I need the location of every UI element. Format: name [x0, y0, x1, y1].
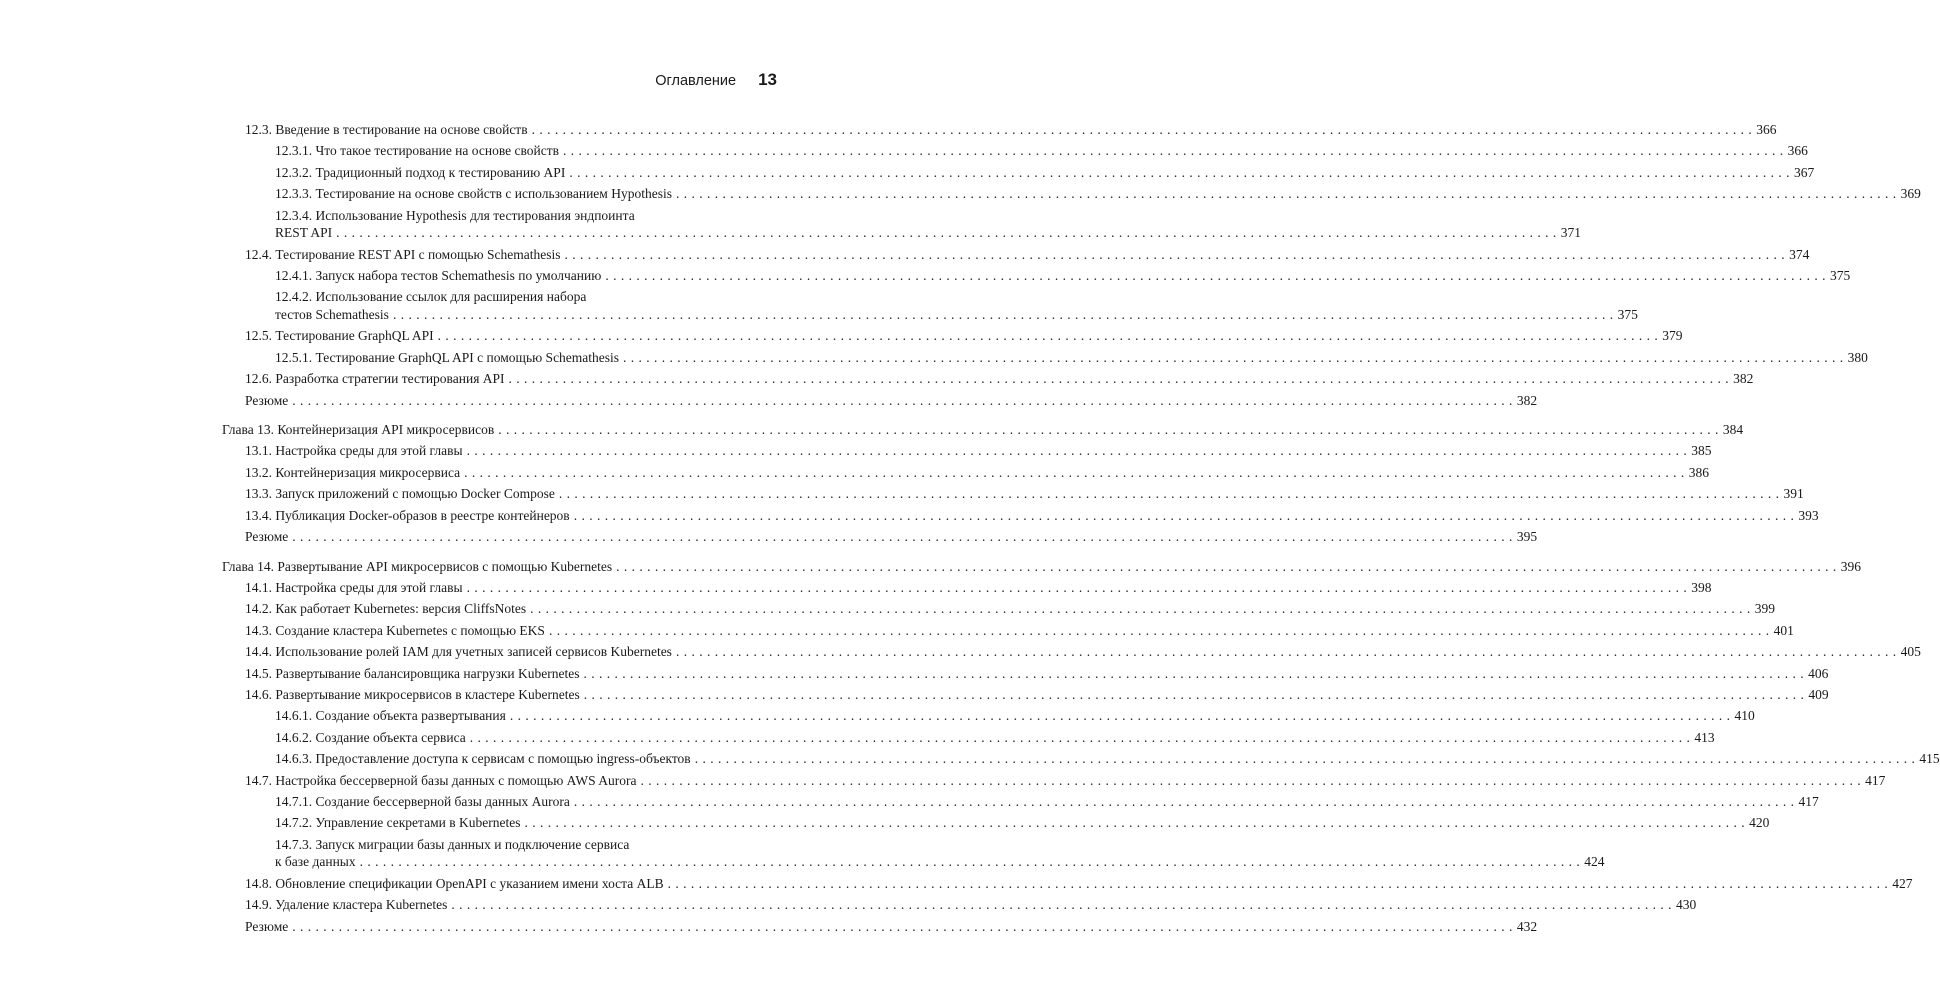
toc-entry-14-2[interactable]: 14.2. Как работает Kubernetes: версия CliffsNotes . . . 399: [222, 598, 777, 619]
toc-page: 375: [1829, 268, 1851, 284]
toc-entry-14-7-3[interactable]: 14.7.3. Запуск миграции базы данных и подключение сервиса к базе данных . . . 424: [222, 834, 777, 873]
toc-page: 420: [1749, 815, 1770, 831]
toc-page: 398: [1691, 579, 1712, 595]
toc-page: 393: [1798, 507, 1819, 523]
toc-entry-14-5[interactable]: 14.5. Развертывание балансировщика нагрузки Kubernetes . . . 406: [222, 663, 777, 684]
toc-page: 386: [1688, 464, 1710, 480]
toc-entry-14-7[interactable]: 14.7. Настройка бессерверной базы данных с помощью AWS Aurora . . . 417: [222, 770, 777, 791]
toc-entry-12-3-2[interactable]: 12.3.2. Традиционный подход к тестированию API . . . 367: [222, 162, 777, 183]
toc-page: 395: [1516, 529, 1538, 545]
toc-page: 405: [1900, 644, 1921, 660]
toc-page: 382: [1733, 371, 1754, 387]
toc-page: 406: [1808, 665, 1829, 681]
toc-entry-14-8[interactable]: 14.8. Обновление спецификации OpenAPI с указанием имени хоста ALB . . . 427: [222, 873, 777, 894]
toc-page: 385: [1691, 443, 1712, 459]
toc-chapter-13[interactable]: Глава 13. Контейнеризация API микросервисов . . . 384: [222, 419, 777, 440]
toc-entry-12-5[interactable]: 12.5. Тестирование GraphQL API . . . 379: [222, 325, 777, 346]
toc-entry-13-3[interactable]: 13.3. Запуск приложений с помощью Docker Compose . . . 391: [222, 483, 777, 504]
toc-page: 415: [1919, 751, 1940, 767]
toc-entry-12-summary[interactable]: Резюме . . . 382: [222, 390, 777, 411]
toc-entry-13-summary[interactable]: Резюме . . . 395: [222, 526, 777, 547]
toc-entry-12-4-2[interactable]: 12.4.2. Использование ссылок для расширения набора тестов Schemathesis . . . 375: [222, 286, 777, 325]
toc-page: 427: [1892, 875, 1913, 891]
toc-entry-14-6-1[interactable]: 14.6.1. Создание объекта развертывания . . . 410: [222, 705, 777, 726]
toc-page: 396: [1840, 558, 1862, 574]
toc-entry-14-7-2[interactable]: 14.7.2. Управление секретами в Kubernetes . . . 420: [222, 812, 777, 833]
toc-entry-13-2[interactable]: 13.2. Контейнеризация микросервиса . . . 386: [222, 462, 777, 483]
toc-entry-14-7-1[interactable]: 14.7.1. Создание бессерверной базы данных Aurora . . . 417: [222, 791, 777, 812]
toc-page: 369: [1900, 186, 1921, 202]
toc-page: 424: [1584, 854, 1605, 870]
toc-page: 432: [1516, 918, 1538, 934]
toc-entry-14-1[interactable]: 14.1. Настройка среды для этой главы . . . 398: [222, 577, 777, 598]
chapter-label: Глава 13.: [222, 422, 274, 438]
table-of-contents: [222, 119, 1940, 937]
toc-entry-14-6-2[interactable]: 14.6.2. Создание объекта сервиса . . . 413: [222, 727, 777, 748]
toc-entry-12-5-1[interactable]: 12.5.1. Тестирование GraphQL API с помощью Schemathesis . . . 380: [222, 347, 777, 368]
toc-entry-14-3[interactable]: 14.3. Создание кластера Kubernetes с помощью EKS . . . 401: [222, 620, 777, 641]
toc-entry-12-4[interactable]: 12.4. Тестирование REST API с помощью Schemathesis . . . 374: [222, 244, 777, 265]
toc-entry-12-3-3[interactable]: 12.3.3. Тестирование на основе свойств с использованием Hypothesis . . . 369: [222, 183, 777, 204]
toc-page: 371: [1560, 225, 1582, 241]
toc-entry-14-summary[interactable]: Резюме . . . 432: [222, 916, 777, 937]
toc-entry-12-4-1[interactable]: 12.4.1. Запуск набора тестов Schemathesis по умолчанию . . . 375: [222, 265, 777, 286]
toc-page: 374: [1789, 246, 1810, 262]
toc-page: 375: [1617, 306, 1638, 322]
toc-page: 417: [1865, 772, 1886, 788]
toc-page: 413: [1694, 729, 1715, 745]
toc-page: 366: [1787, 143, 1808, 159]
toc-entry-14-6[interactable]: 14.6. Развертывание микросервисов в кластере Kubernetes . . . 409: [222, 684, 777, 705]
toc-page: 384: [1722, 422, 1744, 438]
toc-page: 379: [1662, 328, 1683, 344]
running-head: Оглавление: [655, 73, 737, 89]
chapter-label: Глава 14.: [222, 558, 274, 574]
toc-entry-14-9[interactable]: 14.9. Удаление кластера Kubernetes . . . 430: [222, 894, 777, 915]
toc-page: 382: [1516, 392, 1538, 408]
toc-entry-14-4[interactable]: 14.4. Использование ролей IAM для учетных записей сервисов Kubernetes . . . 405: [222, 641, 777, 662]
toc-entry-12-3-4[interactable]: 12.3.4. Использование Hypothesis для тестирования эндпоинта REST API . . . 371: [222, 205, 777, 244]
toc-entry-12-6[interactable]: 12.6. Разработка стратегии тестирования API . . . 382: [222, 368, 777, 389]
toc-chapter-14[interactable]: Глава 14. Развертывание API микросервисов с помощью Kubernetes . . . 396: [222, 556, 777, 577]
toc-page: 367: [1793, 164, 1815, 180]
page-number: 13: [758, 70, 777, 89]
toc-entry-12-3-1[interactable]: 12.3.1. Что такое тестирование на основе свойств . . . 366: [222, 140, 777, 161]
toc-page: 366: [1756, 122, 1777, 137]
page-header: [655, 70, 777, 90]
toc-entry-12-3[interactable]: 12.3. Введение в тестирование на основе свойств . . . 366: [222, 119, 777, 140]
toc-page: 410: [1734, 708, 1755, 724]
toc-page: 391: [1783, 486, 1804, 502]
toc-page: 401: [1773, 622, 1794, 638]
toc-page: 417: [1798, 793, 1819, 809]
toc-page: 409: [1808, 686, 1829, 702]
toc-page: 430: [1675, 897, 1697, 913]
toc-entry-13-4[interactable]: 13.4. Публикация Docker-образов в реестре контейнеров . . . 393: [222, 505, 777, 526]
toc-entry-14-6-3[interactable]: 14.6.3. Предоставление доступа к сервисам с помощью ingress-объектов . . . 415: [222, 748, 777, 769]
toc-page: 399: [1754, 601, 1775, 617]
toc-page: 380: [1847, 349, 1868, 365]
toc-entry-13-1[interactable]: 13.1. Настройка среды для этой главы . . . 385: [222, 440, 777, 461]
